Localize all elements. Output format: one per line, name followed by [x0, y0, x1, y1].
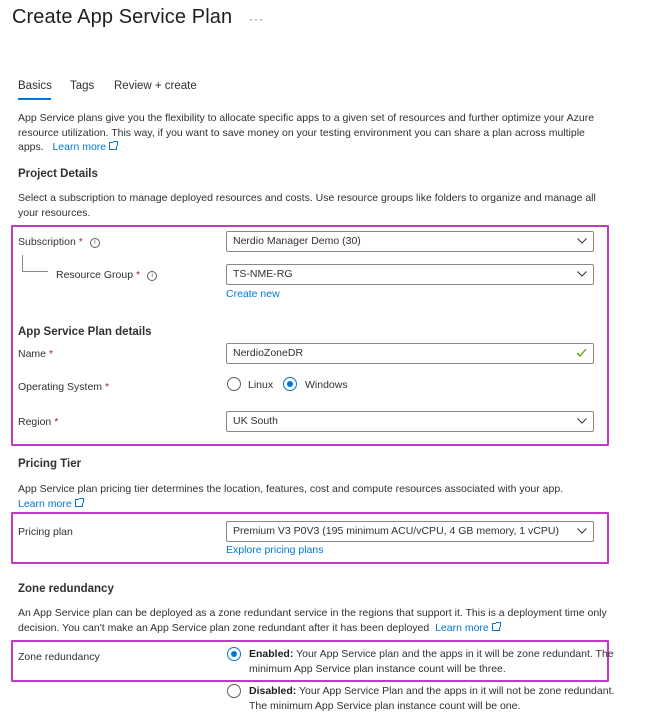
os-label: [18, 381, 109, 393]
pricing-learn-more-link[interactable]: [18, 498, 83, 510]
tab-review-create[interactable]: Review + create: [114, 80, 197, 92]
info-icon[interactable]: i: [90, 238, 100, 248]
region-value: UK South: [233, 415, 278, 427]
external-link-icon: [109, 142, 117, 150]
project-details-heading: Project Details: [18, 168, 98, 180]
external-link-icon: [492, 623, 500, 631]
more-options-icon[interactable]: ···: [249, 12, 264, 26]
explore-pricing-link[interactable]: Explore pricing plans: [226, 544, 324, 556]
required-marker: *: [78, 236, 83, 248]
intro-description: App Service plans give you the flexibility to allocate specific apps to a given set of resources and further optimize your Azure resource utilization. This way, if you want to save money on your testing environment you can share a plan across multiple apps.: [18, 112, 595, 153]
resource-group-label-text: Resource Group: [56, 269, 134, 281]
os-linux-label[interactable]: Linux: [248, 379, 274, 391]
tab-basics-underline: [18, 98, 51, 100]
checkmark-icon: [576, 348, 587, 358]
required-marker: *: [105, 381, 110, 393]
resource-group-select[interactable]: [226, 264, 594, 285]
resource-group-value: TS-NME-RG: [233, 268, 293, 280]
region-select[interactable]: [226, 411, 594, 432]
pricing-tier-heading: Pricing Tier: [18, 458, 82, 470]
pricing-plan-value: Premium V3 P0V3 (195 minimum ACU/vCPU, 4 GB memory, 1 vCPU): [233, 525, 559, 537]
zone-enabled-text: Your App Service plan and the apps in it will be zone redundant. The minimum App Service plan instance count will be three.: [249, 648, 614, 675]
name-input[interactable]: [226, 343, 594, 364]
zone-redundancy-label: Zone redundancy: [18, 651, 100, 663]
name-value: NerdioZoneDR: [233, 347, 304, 359]
resource-group-label: [56, 269, 157, 282]
subscription-select[interactable]: [226, 231, 594, 252]
tab-basics[interactable]: Basics: [18, 80, 52, 92]
zone-disabled-title: Disabled:: [249, 685, 297, 697]
subscription-value: Nerdio Manager Demo (30): [233, 235, 361, 247]
pricing-plan-select[interactable]: [226, 521, 594, 542]
subscription-label: [18, 236, 100, 249]
zone-learn-more-link[interactable]: [435, 622, 500, 634]
page-title: Create App Service Plan: [12, 6, 233, 28]
os-label-text: Operating System: [18, 381, 103, 393]
intro-learn-more-link[interactable]: [52, 141, 117, 153]
pricing-description-text: App Service plan pricing tier determines the location, features, cost and compute resources associated with your app.: [18, 483, 564, 495]
pricing-plan-label: Pricing plan: [18, 526, 73, 538]
region-label-text: Region: [18, 416, 52, 428]
create-new-link[interactable]: Create new: [226, 288, 280, 300]
info-icon[interactable]: i: [147, 271, 157, 281]
tree-connector: [22, 255, 48, 272]
zone-description-text: An App Service plan can be deployed as a zone redundant service in the regions that support it. This is a deployment time only decision. You can't make an App Service plan zone redundant after it has been deployed: [18, 607, 607, 634]
zone-disabled-text: Your App Service Plan and the apps in it will not be zone redundant. The minimum App Service plan instance count will be one.: [249, 685, 615, 712]
required-marker: *: [54, 416, 59, 428]
plan-details-heading: App Service Plan details: [18, 326, 152, 338]
external-link-icon: [75, 499, 83, 507]
zone-enabled-option[interactable]: [249, 647, 619, 676]
chevron-down-icon: [577, 417, 587, 425]
chevron-down-icon: [577, 270, 587, 278]
chevron-down-icon: [577, 237, 587, 245]
zone-disabled-radio[interactable]: [227, 684, 241, 698]
project-details-description: Select a subscription to manage deployed resources and costs. Use resource groups like folders to organize and manage all your resources.: [18, 192, 596, 219]
chevron-down-icon: [577, 527, 587, 535]
region-label: [18, 416, 58, 428]
zone-enabled-title: Enabled:: [249, 648, 294, 660]
os-windows-radio[interactable]: [283, 377, 297, 391]
intro-learn-more-label: Learn more: [52, 141, 107, 153]
pricing-description: [18, 482, 608, 511]
os-windows-label[interactable]: Windows: [305, 379, 348, 391]
required-marker: *: [49, 348, 54, 360]
zone-enabled-radio[interactable]: [227, 647, 241, 661]
intro-text: [18, 111, 608, 155]
name-label-text: Name: [18, 348, 47, 360]
tab-tags[interactable]: Tags: [70, 80, 95, 92]
subscription-label-text: Subscription: [18, 236, 76, 248]
zone-description: [18, 606, 608, 635]
name-label: [18, 348, 53, 360]
pricing-learn-more-label: Learn more: [18, 497, 72, 510]
zone-disabled-option[interactable]: [249, 684, 619, 713]
zone-redundancy-heading: Zone redundancy: [18, 583, 114, 595]
os-linux-radio[interactable]: [227, 377, 241, 391]
required-marker: *: [136, 269, 141, 281]
zone-learn-more-label: Learn more: [435, 621, 489, 634]
